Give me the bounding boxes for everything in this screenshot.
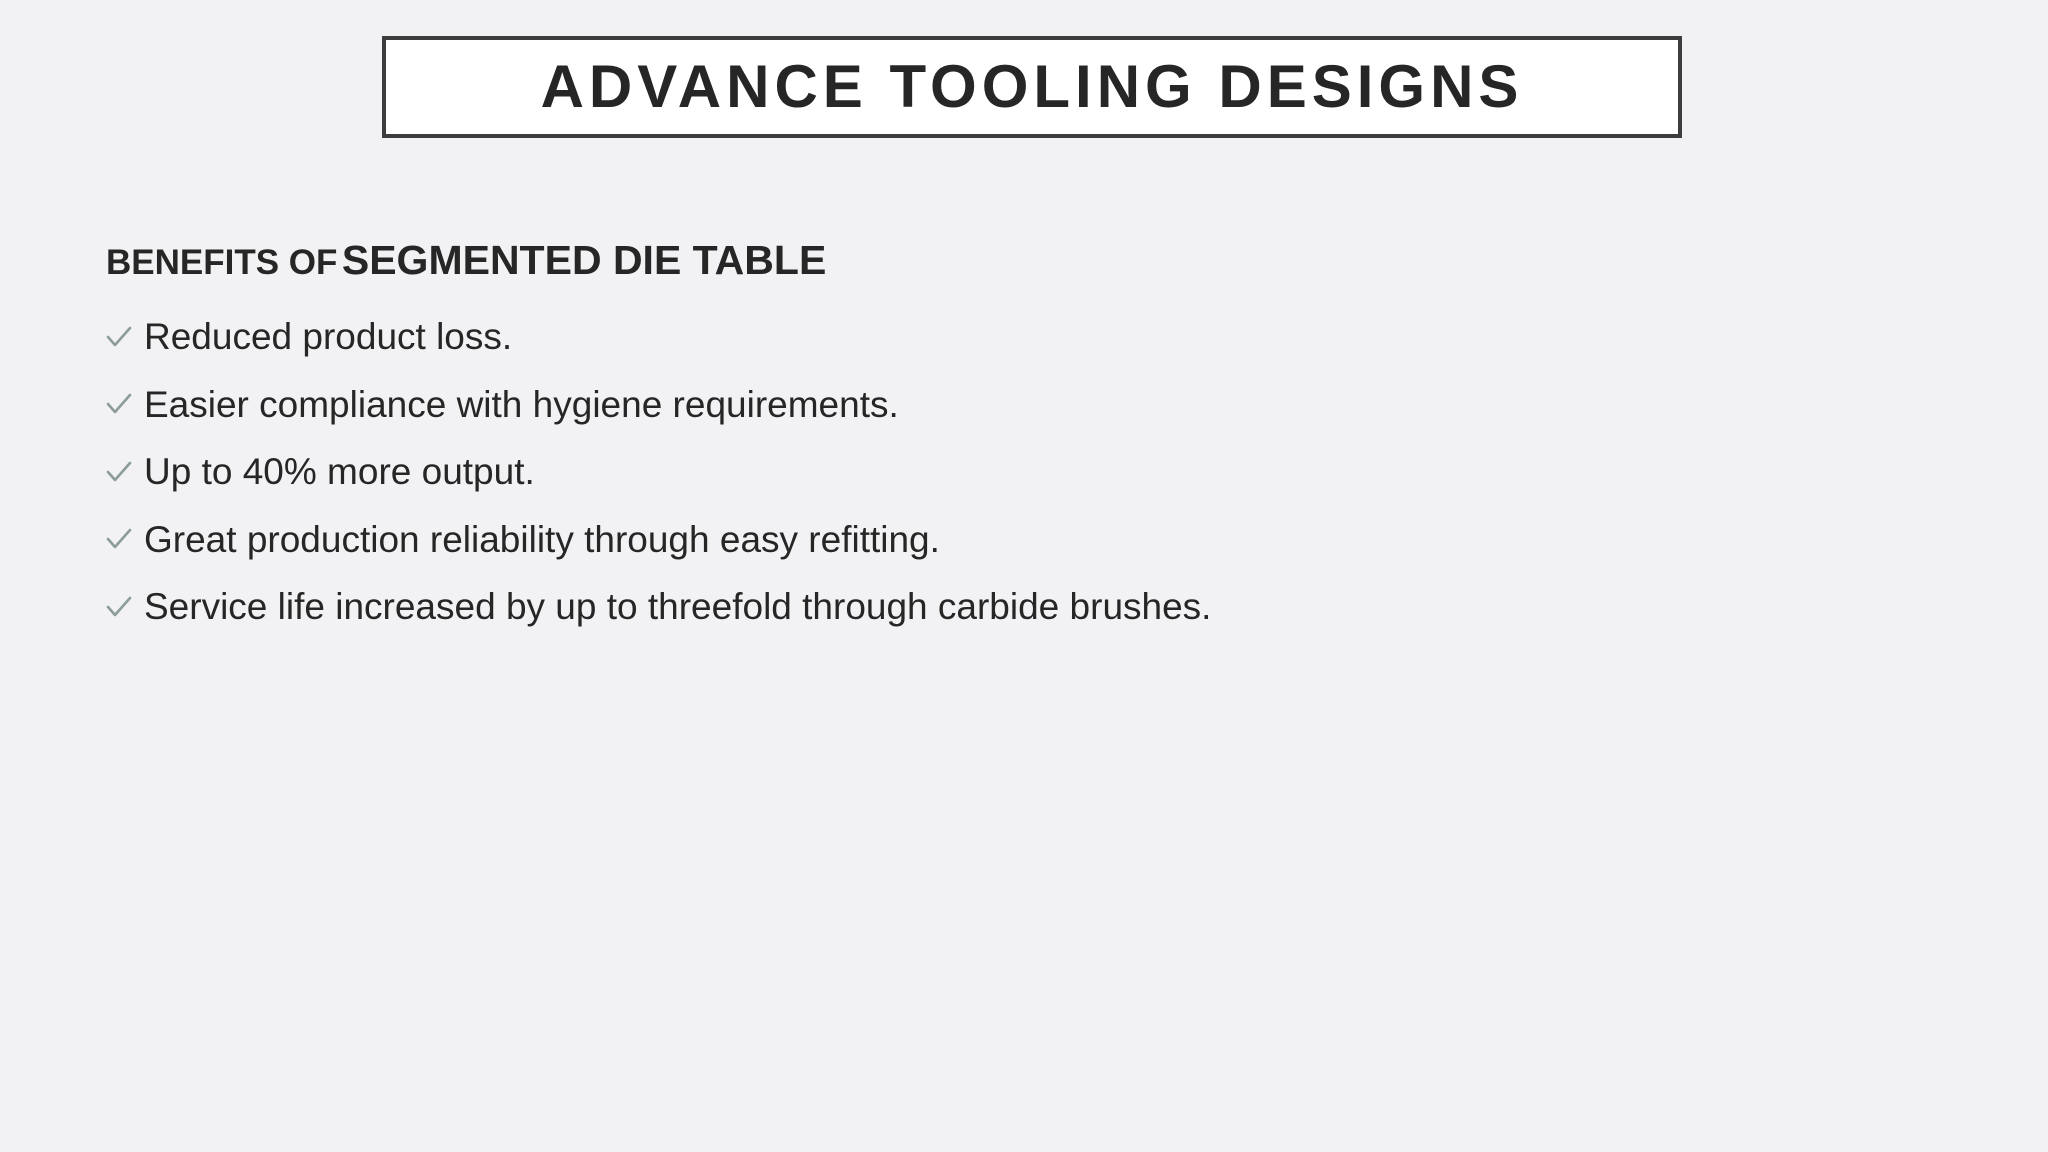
title-box (382, 36, 1682, 138)
list-item-text: Service life increased by up to threefold through carbide brushes. (144, 586, 1212, 628)
list-item (106, 371, 1906, 439)
slide-title: ADVANCE TOOLING DESIGNS (540, 53, 1524, 120)
list-item-text: Up to 40% more output. (144, 451, 535, 493)
check-icon (106, 460, 144, 484)
list-item (106, 506, 1906, 574)
list-item (106, 573, 1906, 641)
content-area (106, 237, 1906, 641)
list-item-text: Great production reliability through easy refitting. (144, 518, 940, 560)
section-heading-main: SEGMENTED DIE TABLE (341, 237, 827, 283)
check-icon (106, 595, 144, 619)
list-item (106, 303, 1906, 371)
list-item-text: Reduced product loss. (144, 316, 513, 358)
check-icon (106, 527, 144, 551)
section-heading-prefix: BENEFITS OF (106, 243, 338, 282)
check-icon (106, 325, 144, 349)
list-item-text: Easier compliance with hygiene requirements. (144, 383, 899, 425)
benefits-list (106, 303, 1906, 641)
check-icon (106, 392, 144, 416)
section-heading (106, 237, 1906, 283)
list-item (106, 438, 1906, 506)
